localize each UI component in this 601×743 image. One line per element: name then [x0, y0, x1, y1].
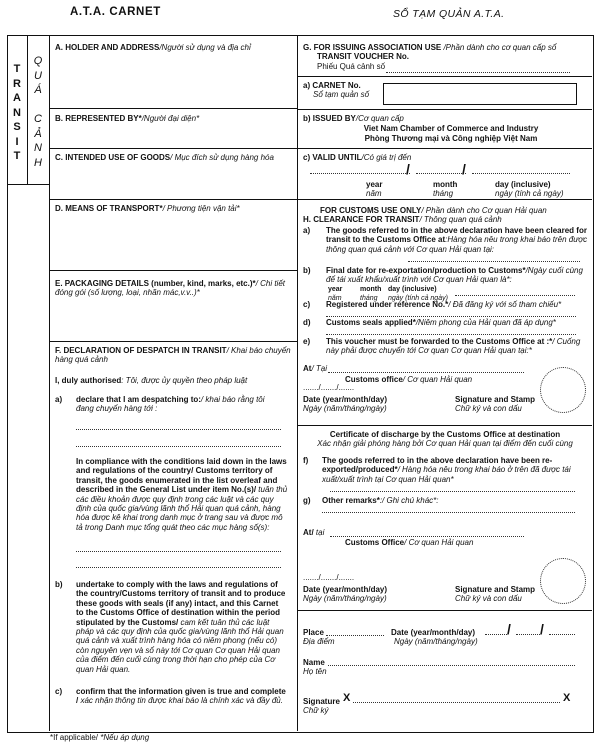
name-label: Name Họ tên	[303, 658, 327, 677]
cert-signature-label: Signature and Stamp Chữ ký và con dấu	[455, 585, 536, 604]
cert-stamp-area[interactable]	[540, 558, 586, 604]
h-a-office-field[interactable]	[408, 261, 580, 262]
f-b-undertake: undertake to comply with the laws and regulations of the country/Customs territory of transit and to produce these goods with seals (if any) intact, and this Carnet to the Customs Office of destination within the period stipulated by the Customs/ cam kết tuân thủ các luật pháp và các quy định của quốc gia/vùng lãnh thổ Hải quan quá cảnh và xuất trình hàng hóa có niêm phong (nếu có) còn nguyên vẹn và sổ này tới Cơ quan Cơ quan Hải quan của điểm đến cuối cùng trong thời hạn cho phép của Cơ quan Hải quan.	[76, 580, 286, 674]
valid-day-label: day (inclusive) ngày (tính cả ngày)	[495, 180, 564, 199]
f-a-dest-line-1[interactable]	[76, 429, 281, 430]
h-d-seals-field[interactable]	[326, 334, 576, 335]
h-at-label: At/ Tại	[303, 364, 328, 373]
valid-month-field[interactable]	[416, 173, 466, 174]
f-a-declare: declare that I am despatching to:/ khai báo rằng tôi đang chuyển hàng tới :	[76, 395, 265, 414]
ga-carnet-label: a) CARNET No. Sổ tạm quản số	[303, 81, 370, 100]
h-signature-label: Signature and Stamp Chữ ký và con dấu	[455, 395, 536, 414]
h-c-registered: Registered under reference No.*/ Đã đăng ký với số tham chiếu*	[326, 300, 562, 309]
f-c-letter: c)	[55, 687, 63, 696]
section-a-holder: A. HOLDER AND ADDRESS/Người sử dụng và địa chỉ	[55, 43, 251, 52]
h-b-final-date: Final date for re-exportation/production to Customs*/Ngày cuối cùng để tái xuất khẩu/xuất trình với Cơ quan Hải quan là*:	[326, 266, 583, 285]
place-field[interactable]	[326, 635, 384, 636]
page-title-vi: SỔ TẠM QUẢN A.T.A.	[393, 8, 505, 20]
h-customs-office-label: Customs office/ Cơ quan Hải quan	[345, 375, 473, 384]
section-c-intended-use: C. INTENDED USE OF GOODS/ Mục đích sử dụng hàng hóa	[55, 153, 274, 162]
place-label: Place Địa điểm	[303, 628, 335, 647]
signature-x-left: X	[343, 692, 351, 704]
h-a-letter: a)	[303, 226, 311, 235]
section-g-issuing: G. FOR ISSUING ASSOCIATION USE /Phần dành cho cơ quan cấp sổ TRANSIT VOUCHER No. Phiếu Quá cảnh số	[303, 43, 557, 71]
valid-year-field[interactable]	[310, 173, 410, 174]
h-b-year: year năm	[328, 286, 343, 302]
section-e-packaging: E. PACKAGING DETAILS (number, kind, marks, etc.)*/ Chi tiết đóng gói (số lượng, loại, nhãn mác,v.v..)*	[55, 279, 285, 298]
h-e-letter: e)	[303, 337, 311, 346]
signature-x-right: X	[563, 692, 571, 704]
h-b-date-field[interactable]	[455, 295, 575, 296]
cert-f-office-field[interactable]	[330, 491, 575, 492]
bottom-date-label: Date (year/month/day) Ngày (năm/tháng/ngày)	[391, 628, 478, 647]
customs-use-only: FOR CUSTOMS USE ONLY/ Phần dành cho Cơ quan Hải quan	[320, 206, 547, 215]
gc-valid-until: c) VALID UNTIL/Có giá trị đến	[303, 153, 412, 162]
cert-at-label: At/ tại	[303, 528, 325, 537]
cert-at-field[interactable]	[330, 536, 524, 537]
h-b-day: day (inclusive) ngày (tính cả ngày)	[388, 286, 448, 302]
f-b-letter: b)	[55, 580, 63, 589]
gb-issued-by: b) ISSUED BY/Cơ quan cấp	[303, 114, 404, 123]
bottom-date-day[interactable]	[549, 634, 575, 635]
h-b-letter: b)	[303, 266, 311, 275]
h-date-field[interactable]: ......./......./.......	[303, 383, 355, 392]
cert-title: Certificate of discharge by the Customs Office at destination Xác nhận giải phóng hàng bởi Cơ quan Hải quan tại điểm đến cuối cùng	[317, 430, 573, 449]
section-d-transport: D. MEANS OF TRANSPORT*/ Phương tiện vận tải*	[55, 204, 240, 213]
cert-customs-office-label: Customs Office/ Cơ quan Hải quan	[345, 538, 474, 547]
h-c-letter: c)	[303, 300, 311, 309]
cert-f-reexported: The goods referred to in the above declaration have been re-exported/produced*/ Hàng hóa nêu trong khai báo ở trên đã được tái xuất/xuất trình tại Cơ quan Hải quan*	[322, 456, 571, 484]
h-at-field[interactable]	[328, 372, 524, 373]
cert-g-letter: g)	[303, 496, 311, 505]
h-a-cleared: The goods referred to in the above declaration have been cleared for transit to the Customs Office at:Hàng hóa nêu trong khai báo trên được thông quan quá cảnh với Cơ quan Hải quan tại:	[326, 226, 588, 254]
carnet-number-field[interactable]	[383, 83, 577, 105]
h-date-label: Date (year/month/day) Ngày (năm/tháng/ngày)	[303, 395, 388, 414]
h-clearance-transit: H. CLEARANCE FOR TRANSIT/ Thông quan quá cảnh	[303, 215, 502, 224]
f-a-letter: a)	[55, 395, 63, 404]
h-e-forward: This voucher must be forwarded to the Customs Office at :*/ Cuống này phải được chuyển tới Cơ quan Cơ quan Hải quan tại:*	[326, 337, 581, 356]
cert-g-remarks: Other remarks*:/ Ghi chú khác*:	[322, 496, 439, 505]
qua-canh-vertical-label: Q U Á C Ả N H	[33, 55, 43, 169]
date-slash: /	[540, 621, 544, 637]
cert-f-letter: f)	[303, 456, 309, 465]
bottom-date-month[interactable]	[516, 634, 540, 635]
issuer-name-en: Viet Nam Chamber of Commerce and Industry	[363, 124, 539, 133]
section-f-declaration: F. DECLARATION OF DESPATCH IN TRANSIT/ Khai báo chuyển hàng quá cảnh	[55, 346, 291, 365]
valid-day-field[interactable]	[472, 173, 570, 174]
cert-g-remarks-field[interactable]	[322, 512, 575, 513]
stamp-area[interactable]	[540, 367, 586, 413]
valid-year-label: year năm	[366, 180, 383, 199]
cert-date-field[interactable]: ......./......./.......	[303, 573, 355, 582]
valid-month-label: month tháng	[433, 180, 458, 199]
signature-label: Signature Chữ ký	[303, 697, 340, 716]
section-f-authorised: I, duly authorised: Tôi, được ủy quyền theo pháp luật	[55, 376, 248, 385]
date-slash: /	[507, 621, 511, 637]
issuer-name-vi: Phòng Thương mại và Công nghiệp Việt Nam	[364, 134, 538, 143]
f-a-dest-line-2[interactable]	[76, 446, 281, 447]
f-items-line-2[interactable]	[76, 567, 281, 568]
bottom-date-year[interactable]	[485, 634, 507, 635]
transit-vertical-label: T R A N S I T	[13, 63, 21, 162]
f-c-confirm: confirm that the information given is true and complete / xác nhận thông tin được khai báo là chính xác và đầy đủ.	[76, 687, 286, 706]
h-c-reference-field[interactable]	[326, 316, 576, 317]
h-d-seals: Customs seals applied*/Niêm phong của Hải quan đã áp dụng*	[326, 318, 556, 327]
cert-date-label: Date (year/month/day) Ngày (năm/tháng/ngày)	[303, 585, 388, 604]
section-b-represented: B. REPRESENTED BY*/Người đại diện*	[55, 114, 200, 123]
footnote: *If applicable/ *Nếu áp dụng	[50, 733, 150, 742]
date-slash: /	[406, 161, 410, 177]
h-b-month: month tháng	[360, 286, 382, 302]
name-field[interactable]	[328, 665, 575, 666]
signature-field[interactable]	[353, 702, 560, 703]
h-d-letter: d)	[303, 318, 311, 327]
date-slash: /	[462, 161, 466, 177]
voucher-number-field[interactable]	[386, 72, 570, 73]
page-title: A.T.A. CARNET	[70, 6, 161, 18]
f-items-line-1[interactable]	[76, 551, 281, 552]
f-a-compliance: In compliance with the conditions laid down in the laws and regulations of the country/ Customs territory of transit, the goods enumerated in the list overleaf and described in the General List under item No.(s)/ tuân thủ các điều khoản được quy định trong các luật và các quy định của quốc gia/vùng lãnh thổ Hải quan quá cảnh, hàng hóa được kê khai trong danh mục ở trang sau và được mô tả trong Danh mục tổng quát theo các mục hàng số(s):	[76, 457, 288, 532]
